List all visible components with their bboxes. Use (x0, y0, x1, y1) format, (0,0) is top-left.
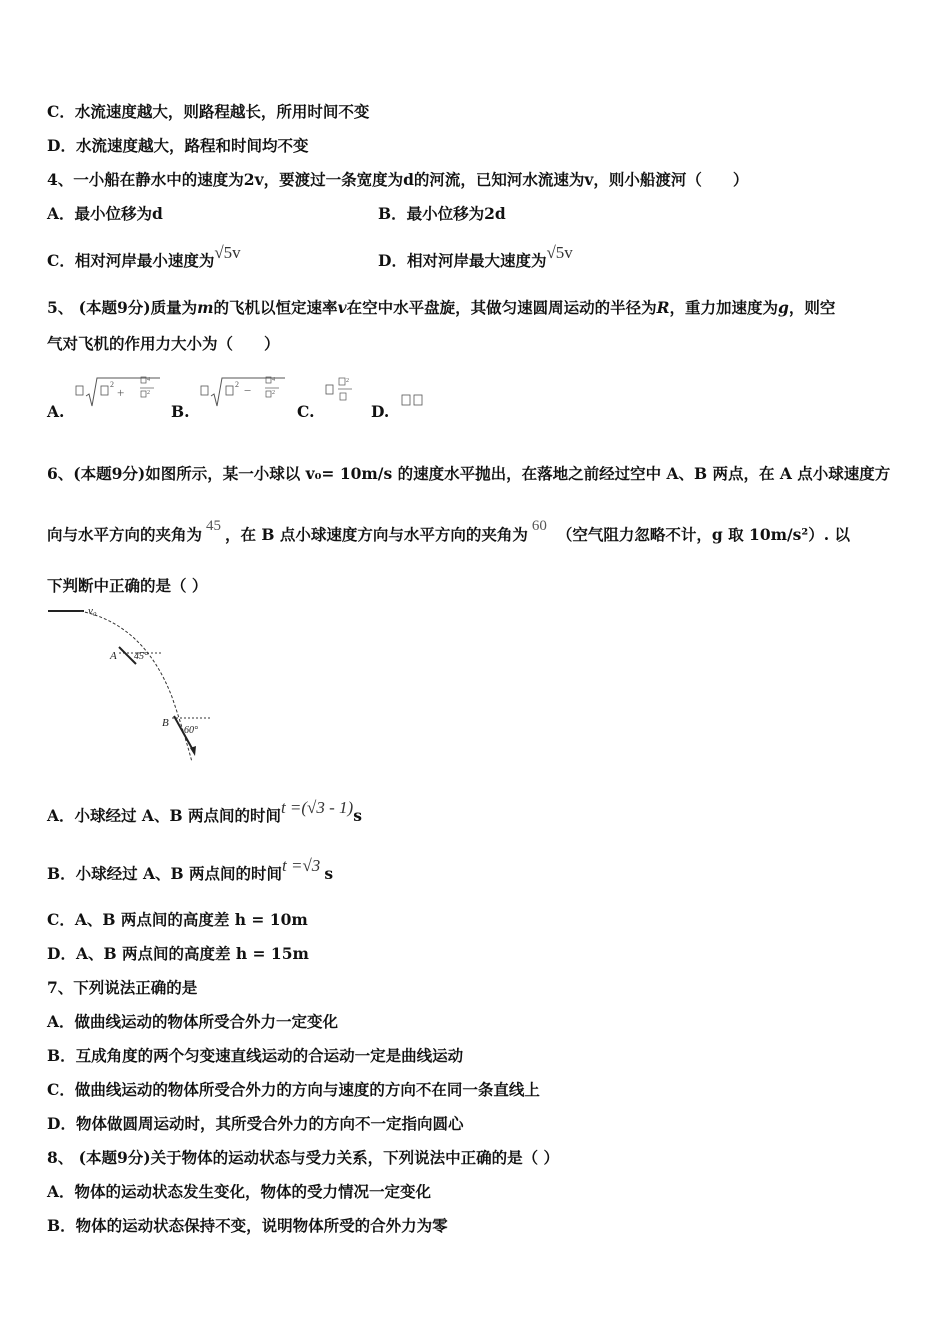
svg-text:+: + (117, 385, 125, 400)
q6-text-c: （空气阻力忽略不计，g 取 10m/s²）. 以 (556, 525, 850, 544)
q5-option-c-formula (324, 374, 360, 410)
svg-text:2: 2 (272, 390, 275, 396)
svg-text:−: − (244, 383, 252, 398)
q5-option-a-formula (74, 372, 164, 412)
a-angle-label: 45° (134, 651, 148, 662)
q6-text-a: 向与水平方向的夹角为 (47, 525, 203, 544)
projectile-figure (44, 602, 214, 772)
q4d-formula: √5v (546, 243, 573, 262)
q4-option-d (378, 243, 573, 271)
q5-option-a-label: A. (47, 402, 65, 421)
q4-option-a: A．最小位移为d (47, 204, 163, 223)
q6-angle-45: 45 (206, 518, 222, 534)
q5-stem-line2: 气对飞机的作用力大小为（ ） (47, 334, 280, 353)
q6b-unit: s (324, 864, 334, 883)
q6a-formula: t =(√3 - 1) (280, 798, 354, 817)
q8-option-b: B．物体的运动状态保持不变，说明物体所受的合外力为零 (47, 1216, 448, 1235)
q6b-formula: t =√3 (282, 856, 321, 875)
svg-text:2: 2 (235, 380, 239, 389)
q6-option-c: C．A、B 两点间的高度差 h = 10m (47, 910, 308, 929)
b-angle-label: 60° (184, 725, 198, 736)
q5-var-r: R (656, 298, 670, 317)
q6-stem-line2 (47, 518, 850, 546)
q6a-text: A．小球经过 A、B 两点间的时间 (47, 806, 281, 825)
q6-stem-line1: 6、(本题9分)如图所示，某一小球以 v₀= 10m/s 的速度水平抛出，在落地之前经过空中 A、B 两点，在 A 点小球速度方 (47, 464, 891, 483)
q5-text-e: ，则空 (788, 298, 836, 317)
svg-text:2: 2 (147, 390, 150, 396)
q5-option-d-formula (400, 392, 430, 408)
q6-option-d: D．A、B 两点间的高度差 h = 15m (47, 944, 309, 963)
q6a-unit: s (353, 806, 362, 825)
q4-option-b: B．最小位移为2d (378, 204, 506, 223)
q5-option-b-formula (199, 372, 289, 412)
q5-var-g: g (778, 298, 789, 317)
q5-var-m: m (197, 298, 214, 317)
svg-text:4: 4 (272, 377, 275, 383)
q4d-text: D．相对河岸最大速度为 (378, 251, 547, 270)
q5-option-c-label: C. (297, 402, 315, 421)
q6-angle-60: 60 (531, 518, 547, 534)
trajectory (80, 611, 192, 762)
q7-option-c: C．做曲线运动的物体所受合外力的方向与速度的方向不在同一条直线上 (47, 1080, 540, 1099)
q7-option-b: B．互成角度的两个匀变速直线运动的合运动一定是曲线运动 (47, 1046, 464, 1065)
b-label: B (162, 717, 169, 729)
q3-option-c: C．水流速度越大，则路程越长，所用时间不变 (47, 102, 370, 121)
q7-option-d: D．物体做圆周运动时，其所受合外力的方向不一定指向圆心 (47, 1114, 464, 1133)
q3-option-d: D．水流速度越大，路程和时间均不变 (47, 136, 309, 155)
q8-stem: 8、 (本题9分)关于物体的运动状态与受力关系，下列说法中正确的是（ ） (47, 1148, 560, 1167)
q6-option-b (47, 856, 334, 884)
q6-option-a (47, 798, 362, 826)
v0-label: v₀ (88, 605, 97, 617)
q6b-text: B．小球经过 A、B 两点间的时间 (47, 864, 283, 883)
q5-stem-line1 (47, 298, 835, 318)
q5-text-b: 的飞机以恒定速率 (213, 298, 338, 317)
q7-option-a: A．做曲线运动的物体所受合外力一定变化 (47, 1012, 339, 1031)
q5-option-b-label: B. (171, 402, 190, 421)
q4c-text: C．相对河岸最小速度为 (47, 251, 215, 270)
q5-var-v: v (337, 298, 347, 317)
q5-text-d: ，重力加速度为 (669, 298, 778, 317)
a-label: A (110, 650, 117, 662)
q6-stem-line3: 下判断中正确的是（ ） (47, 576, 208, 595)
q8-option-a: A．物体的运动状态发生变化，物体的受力情况一定变化 (47, 1182, 432, 1201)
q4-option-c (47, 243, 241, 271)
q4c-formula: √5v (214, 243, 241, 262)
svg-text:2: 2 (346, 378, 349, 384)
q5-text-c: 在空中水平盘旋，其做匀速圆周运动的半径为 (346, 298, 657, 317)
svg-text:2: 2 (110, 380, 114, 389)
q4-stem: 4、一小船在静水中的速度为2v，要渡过一条宽度为d的河流，已知河水流速为v，则小船渡河（ ） (47, 170, 749, 189)
q6-text-b: ，在 B 点小球速度方向与水平方向的夹角为 (225, 525, 528, 544)
svg-text:4: 4 (147, 377, 150, 383)
q5-option-d-label: D. (371, 402, 390, 421)
q5-text-a: 5、 (本题9分)质量为 (47, 298, 198, 317)
q7-stem: 7、下列说法正确的是 (47, 978, 198, 997)
